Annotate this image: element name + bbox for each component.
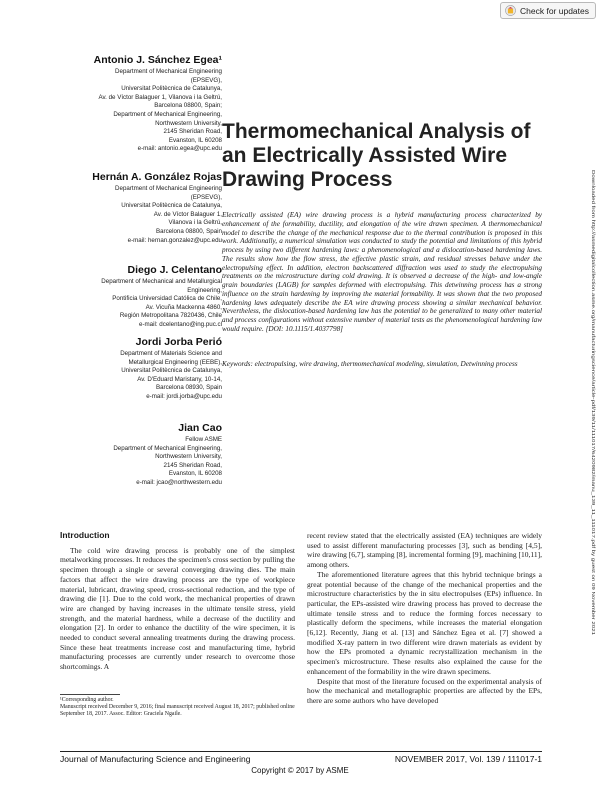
paragraph: recent review stated that the electrically assisted (EA) techniques are widely used to assist different manufacturing processes [3], such as bending [4,5], wire drawing [6,7], stamping [8], incremental forming [9], machining [10,11], among others. <box>307 531 542 570</box>
author-block-1 <box>60 54 222 154</box>
author-block-2 <box>60 171 222 245</box>
author-name: Jordi Jorba Perió <box>135 336 222 348</box>
footnote: ¹Corresponding author. <box>60 697 114 703</box>
affiliation-line: (EPSEVG), <box>190 193 222 201</box>
affiliation-line: Northwestern University, <box>155 119 222 127</box>
affiliation-line: Department of Mechanical Engineering <box>115 185 222 192</box>
copyright: Copyright © 2017 by ASME <box>251 766 349 775</box>
affiliation-line: Metallurgical Engineering (EEBE), <box>128 358 222 366</box>
affiliation-line: Northwestern University, <box>155 453 222 461</box>
author-block-5 <box>60 422 222 488</box>
footnotes <box>60 697 295 718</box>
title-line: Drawing Process <box>222 168 393 191</box>
affiliation-line: Av. de Víctor Balaguer 1, Vilanova i la Geltrú, <box>98 93 222 101</box>
affiliation-line: Región Metropolitana 7820436, Chile <box>119 312 222 320</box>
affiliation-line: Department of Mechanical Engineering, <box>113 110 222 118</box>
author-email: e-mail: antonio.egea@upc.edu <box>137 145 222 153</box>
section-heading-introduction: Introduction <box>60 530 110 540</box>
author-email: e-mail: jordi.jorba@upc.edu <box>146 392 222 400</box>
check-updates-label: Check for updates <box>520 5 589 16</box>
body-column-right <box>307 531 542 706</box>
paragraph: The cold wire drawing process is probably one of the simplest metalworking processes. It reduces the specimen's cross section by pulling the specimen through a single or several converging drawing dies. The main factors that affect the wire drawing process are the type of workpiece material, lubricant, drawing speed, cross-sectional reduction, and the type of drawing die [1]. Due to the cold work, the mechanical properties of drawn wire are changed by having increases in the ultimate tensile stress, yield strength, and the material hardness, while a decrease of the ductility and elongation [2]. In order to enhance the ductility of the wire specimen, it is needed to conduct several annealing treatments during the drawing process. Since these heat treatments increase cost and manufacturing time, hybrid manufacturing processes are currently under research to overcome those shortcomings. A <box>60 545 295 672</box>
affiliation-line: Barcelona 08800, Spain <box>155 227 222 235</box>
download-note-text: Downloaded from http://asmedigitalcollection.asme.org/manufacturingscience/article-pdf/139/11/111017/6420982/manu_139_11_111017.pdf by guest on 09 November 2021 <box>591 170 596 498</box>
title-line: Thermomechanical Analysis of <box>222 120 531 143</box>
affiliation-line: Fellow ASME <box>185 436 222 443</box>
footnote: Manuscript received December 9, 2016; final manuscript received August 18, 2017; published online September 18, 2017. Assoc. Editor: Graciela Ngaile. <box>60 704 295 718</box>
affiliation-line: Evanston, IL 60208 <box>168 136 222 144</box>
footnote-divider <box>60 694 120 695</box>
affiliation-line: Vilanova i la Geltrú, <box>168 219 222 227</box>
author-name: Antonio J. Sánchez Egea¹ <box>93 54 222 66</box>
author-block-4 <box>60 336 222 402</box>
affiliation-line: Av. de Víctor Balaguer 1, <box>153 210 222 218</box>
affiliation-line: Universitat Politècnica de Catalunya, <box>121 202 222 210</box>
affiliation-line: Department of Mechanical Engineering <box>115 68 222 75</box>
abstract: Electrically assisted (EA) wire drawing process is a hybrid manufacturing process characterized by enhancement of the formability, ductility, and elongation of the wire drawn specimen. A thermomechanical model to describe the change of the mechanical response due to the thermal contribution is proposed in this work. Additionally, a numerical simulation was conducted to study the potential and limitations of this hybrid process by using two different hardening laws: a phenomenological and a dislocation-based hardening laws. The results show how the flow stress, the effective plastic strain, and residual stresses behave under the electropulsing effect. In addition, electron backscattered diffraction was used to study the electropulsing treatments on the microstructure during cold drawing. It is observed a decrease of the high- and low-angle grain boundaries (LAGB) for samples deformed with electropulsing. This detwinning process has a strong influence on the strain hardening by improving the material formability. It was shown that the two proposed hardening laws adequately describe the EA wire drawing process showing a similar mechanical behavior. Nevertheless, the dislocation-based hardening law has the potential to be generalized to many other material and process configurations without extensive number of material tests as the phenomenological hardening law would require. [DOI: 10.1115/1.4037798] <box>222 211 542 333</box>
author-name: Diego J. Celentano <box>127 264 222 276</box>
author-email: e-mail: hernan.gonzalez@upc.edu <box>127 236 222 244</box>
affiliation-line: Department of Materials Science and <box>120 350 222 357</box>
author-block-3 <box>60 264 222 330</box>
check-for-updates-button[interactable] <box>500 2 596 19</box>
journal-name: Journal of Manufacturing Science and Engineering <box>60 754 251 764</box>
body-column-left <box>60 531 295 672</box>
affiliation-line: (EPSEVG), <box>190 76 222 84</box>
affiliation-line: Av. D'Eduard Maristany, 10-14, <box>137 375 222 383</box>
affiliation-line: Barcelona 08930, Spain <box>155 384 222 392</box>
issue-info: NOVEMBER 2017, Vol. 139 / 111017-1 <box>394 754 542 764</box>
paragraph: The aforementioned literature agrees that this hybrid technique brings a great potential because of the change of the mechanical properties and the microstructure characteristics by the in situ electropulses (EPs) influence. In particular, the EPs-assisted wire drawing process has proved to decrease the ultimate tensile stress and to reduce the forming forces necessary to plastically deform the specimens, while increases the material elongation [6,12]. Recently, Jiang et al. [13] and Sánchez Egea et al. [7] showed a modified X-ray pattern in two different wire drawn materials as evident by how the EPs promoted a dynamic recrystallization mechanism in the specimen's microstructure. These results also explained the cause for the enhancement of the formability in the wire drawn specimens. <box>307 569 542 676</box>
paragraph: Despite that most of the literature focused on the experimental analysis of how the mechanical and metallographic properties are affected by the EPs, there are some authors who have developed <box>307 676 542 705</box>
affiliation-line: Pontificia Universidad Católica de Chile, <box>112 295 222 303</box>
author-name: Hernán A. González Rojas <box>92 171 222 183</box>
download-note <box>586 170 594 640</box>
affiliation-line: 2145 Sheridan Road, <box>163 128 222 136</box>
affiliation-line: Universitat Politècnica de Catalunya, <box>121 85 222 93</box>
affiliation-line: Barcelona 08800, Spain; <box>154 102 222 110</box>
author-email: e-mail: jcao@northwestern.edu <box>136 478 222 486</box>
check-updates-icon <box>505 5 516 16</box>
affiliation-line: Engineering, <box>187 286 222 294</box>
affiliation-line: Evanston, IL 60208 <box>168 470 222 478</box>
affiliation-line: Department of Mechanical Engineering, <box>113 444 222 452</box>
keywords: Keywords: electropulsing, wire drawing, thermomechanical modeling, simulation, Detwinning process <box>222 360 518 368</box>
author-email: e-mail: dcelentano@ing.puc.cl <box>139 320 222 328</box>
footer-divider <box>60 751 542 752</box>
affiliation-line: Av. Vicuña Mackenna 4860, <box>145 303 222 311</box>
affiliation-line: Department of Mechanical and Metallurgical <box>101 278 222 285</box>
affiliation-line: 2145 Sheridan Road, <box>163 461 222 469</box>
author-name: Jian Cao <box>178 422 222 434</box>
paper-title <box>222 120 542 192</box>
affiliation-line: Universitat Politècnica de Catalunya, <box>121 367 222 375</box>
title-line: an Electrically Assisted Wire <box>222 144 507 167</box>
